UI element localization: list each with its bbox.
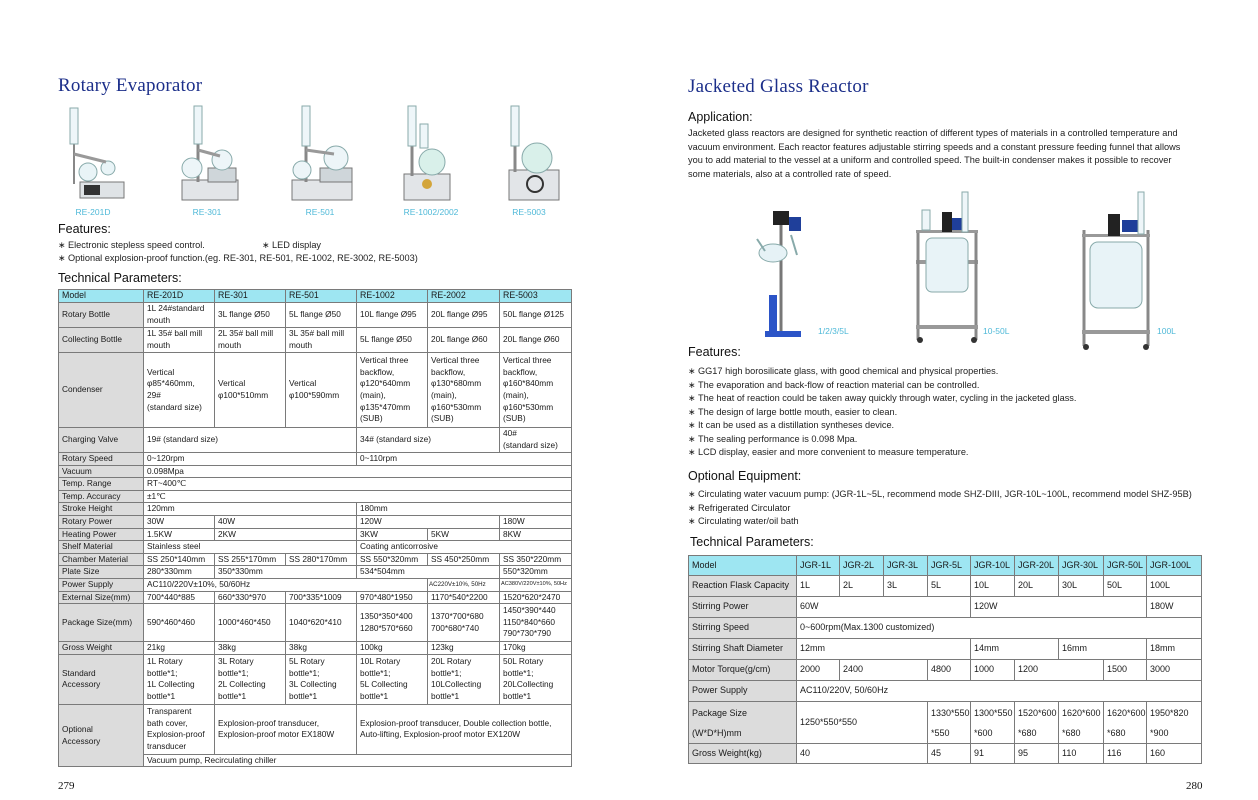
technical-parameters-heading: Technical Parameters: bbox=[58, 271, 182, 285]
table-header-cell: JGR-100L bbox=[1147, 556, 1202, 576]
table-cell: 100L bbox=[1147, 576, 1202, 597]
table-cell: 350*330mm bbox=[215, 566, 357, 579]
table-cell: 40W bbox=[215, 515, 357, 528]
optional-list bbox=[688, 488, 1192, 529]
table-cell: Vertical three backflow, φ120*640mm (main), φ135*470mm (SUB) bbox=[357, 353, 428, 428]
table-cell: 40 bbox=[797, 744, 928, 764]
table-cell: Explosion-proof transducer, Explosion-proof motor EX180W bbox=[215, 704, 357, 754]
table-cell: 1370*700*680 700*680*740 bbox=[428, 604, 500, 642]
table-row bbox=[689, 597, 1202, 618]
table-cell: 50L flange Ø125 bbox=[500, 303, 572, 328]
table-header-cell: JGR-10L bbox=[971, 556, 1015, 576]
row-label: Chamber Material bbox=[59, 553, 144, 566]
table-row bbox=[59, 541, 572, 554]
table-row bbox=[689, 639, 1202, 660]
table-cell: 1350*350*400 1280*570*660 bbox=[357, 604, 428, 642]
table-cell: 534*504mm bbox=[357, 566, 500, 579]
rotary-evaporator-icon bbox=[392, 104, 472, 204]
table-cell: 970*480*1950 bbox=[357, 591, 428, 604]
table-cell: AC220V±10%, 50Hz bbox=[428, 578, 500, 591]
table-cell: 110 bbox=[1059, 744, 1104, 764]
table-row bbox=[59, 490, 572, 503]
row-label: Rotary Bottle bbox=[59, 303, 144, 328]
table-row bbox=[59, 303, 572, 328]
table-header-cell: RE-501 bbox=[286, 290, 357, 303]
table-header-cell: JGR-3L bbox=[884, 556, 928, 576]
table-cell: Vertical φ100*590mm bbox=[286, 353, 357, 428]
optional-equipment-heading: Optional Equipment: bbox=[688, 469, 802, 483]
table-cell: Vertical three backflow, φ130*680mm (main), φ160*530mm (SUB) bbox=[428, 353, 500, 428]
table-cell: 1000*460*450 bbox=[215, 604, 286, 642]
table-cell: SS 550*320mm bbox=[357, 553, 428, 566]
row-label: Package Size(mm) bbox=[59, 604, 144, 642]
table-cell: 660*330*970 bbox=[215, 591, 286, 604]
feature-item: ∗ It can be used as a distillation syntheses device. bbox=[688, 420, 895, 430]
table-cell: 3L Rotary bottle*1; 2L Collecting bottle*1 bbox=[215, 654, 286, 704]
table-row bbox=[59, 654, 572, 704]
table-cell: 180W bbox=[500, 515, 572, 528]
table-row bbox=[59, 528, 572, 541]
row-label: Heating Power bbox=[59, 528, 144, 541]
table-cell: 1520*600 *680 bbox=[1015, 702, 1059, 744]
table-row bbox=[59, 604, 572, 642]
table-header-row bbox=[689, 556, 1202, 576]
table-cell: 120mm bbox=[144, 503, 357, 516]
table-cell: RT~400℃ bbox=[144, 478, 572, 491]
table-cell: 20L Rotary bottle*1; 10LCollecting bottle*1 bbox=[428, 654, 500, 704]
table-cell: 5L flange Ø50 bbox=[286, 303, 357, 328]
optional-item: ∗ Refrigerated Circulator bbox=[688, 502, 791, 513]
table-cell: 123kg bbox=[428, 642, 500, 655]
table-row bbox=[59, 591, 572, 604]
table-cell: 0~120rpm bbox=[144, 453, 357, 466]
table-cell: Coating anticorrosive bbox=[357, 541, 572, 554]
table-cell: 160 bbox=[1147, 744, 1202, 764]
table-cell: ±1℃ bbox=[144, 490, 572, 503]
table-cell: 1450*390*440 1150*840*660 790*730*790 bbox=[500, 604, 572, 642]
table-cell: AC110/220V±10%, 50/60Hz bbox=[144, 578, 428, 591]
large-jacketed-glass-reactor-icon bbox=[1078, 190, 1158, 352]
table-cell: 1300*550 *600 bbox=[971, 702, 1015, 744]
table-cell: 700*335*1009 bbox=[286, 591, 357, 604]
table-cell: 5L flange Ø50 bbox=[357, 328, 428, 353]
feature-item: ∗ Electronic stepless speed control. bbox=[58, 240, 205, 250]
table-row bbox=[689, 744, 1202, 764]
table-cell: Vertical φ85*460mm, 29# (standard size) bbox=[144, 353, 215, 428]
rotary-evaporator-icon bbox=[282, 104, 362, 204]
table-cell: 30L bbox=[1059, 576, 1104, 597]
table-cell: 120W bbox=[357, 515, 500, 528]
table-row bbox=[59, 553, 572, 566]
rotary-evaporator-icon bbox=[58, 104, 138, 204]
table-cell: 60W bbox=[797, 597, 971, 618]
page-number: 279 bbox=[58, 780, 75, 792]
table-cell: 120W bbox=[971, 597, 1147, 618]
row-label: Stroke Height bbox=[59, 503, 144, 516]
table-row bbox=[59, 578, 572, 591]
page-title: Rotary Evaporator bbox=[58, 75, 203, 96]
table-cell: SS 350*220mm bbox=[500, 553, 572, 566]
table-row bbox=[59, 704, 572, 754]
row-label: Charging Valve bbox=[59, 428, 144, 453]
row-label: External Size(mm) bbox=[59, 591, 144, 604]
table-cell: 30W bbox=[144, 515, 215, 528]
product-label: 10-50L bbox=[983, 326, 1010, 336]
row-label: Shelf Material bbox=[59, 541, 144, 554]
product-label: RE-301 bbox=[192, 207, 222, 217]
table-cell: 3000 bbox=[1147, 660, 1202, 681]
table-cell: 5L bbox=[928, 576, 971, 597]
row-label: Condenser bbox=[59, 353, 144, 428]
table-cell: Transparent bath cover, Explosion-proof transducer bbox=[144, 704, 215, 754]
table-cell: 3L bbox=[884, 576, 928, 597]
optional-item: ∗ Circulating water vacuum pump: (JGR-1L~5L, recommend mode SHZ-DIII, JGR-10L~100L, recommend model SHZ-95B) bbox=[688, 489, 1192, 499]
row-label: Standard Accessory bbox=[59, 654, 144, 704]
table-cell: 2KW bbox=[215, 528, 357, 541]
table-header-cell: JGR-20L bbox=[1015, 556, 1059, 576]
table-row bbox=[689, 618, 1202, 639]
rotary-evaporator-icon bbox=[168, 104, 248, 204]
table-cell: 40# (standard size) bbox=[500, 428, 572, 453]
feature-item: ∗ The heat of reaction could be taken away quickly through water, cycling in the jacketed glass. bbox=[688, 393, 1077, 403]
row-label: Collecting Bottle bbox=[59, 328, 144, 353]
table-cell: 34# (standard size) bbox=[357, 428, 500, 453]
table-cell: 91 bbox=[971, 744, 1015, 764]
product-label: RE-201D bbox=[75, 207, 111, 217]
jacketed-glass-reactor-icon bbox=[912, 190, 982, 345]
table-row bbox=[59, 478, 572, 491]
table-cell: 1250*550*550 bbox=[797, 702, 928, 744]
table-cell: Stainless steel bbox=[144, 541, 357, 554]
table-cell: 1520*620*2470 bbox=[500, 591, 572, 604]
table-header-cell: RE-301 bbox=[215, 290, 286, 303]
table-cell: 14mm bbox=[971, 639, 1059, 660]
feature-item: ∗ Optional explosion-proof function.(eg. RE-301, RE-501, RE-1002, RE-3002, RE-5003) bbox=[58, 253, 418, 263]
row-label: Reaction Flask Capacity bbox=[689, 576, 797, 597]
table-header-cell: JGR-2L bbox=[840, 556, 884, 576]
table-cell: 19# (standard size) bbox=[144, 428, 357, 453]
row-label: Stirring Power bbox=[689, 597, 797, 618]
table-cell: 1L 35# ball mill mouth bbox=[144, 328, 215, 353]
features-heading: Features: bbox=[688, 345, 741, 359]
table-header-cell: JGR-5L bbox=[928, 556, 971, 576]
table-cell: Vertical φ100*510mm bbox=[215, 353, 286, 428]
application-heading: Application: bbox=[688, 110, 753, 124]
technical-parameters-heading: Technical Parameters: bbox=[690, 535, 814, 549]
table-cell: 1620*600 *680 bbox=[1059, 702, 1104, 744]
row-label: Stirring Shaft Diameter bbox=[689, 639, 797, 660]
table-cell: 21kg bbox=[144, 642, 215, 655]
small-glass-reactor-icon bbox=[751, 205, 821, 345]
row-label: Power Supply bbox=[689, 681, 797, 702]
table-cell: 2400 bbox=[840, 660, 928, 681]
table-cell: 1040*620*410 bbox=[286, 604, 357, 642]
row-label: Motor Torque(g/cm) bbox=[689, 660, 797, 681]
page-number: 280 bbox=[1186, 780, 1203, 792]
table-row bbox=[59, 503, 572, 516]
feature-item: ∗ The evaporation and back-flow of reaction material can be controlled. bbox=[688, 379, 980, 390]
table-cell: 38kg bbox=[215, 642, 286, 655]
table-cell: 3KW bbox=[357, 528, 428, 541]
table-cell: 4800 bbox=[928, 660, 971, 681]
table-cell: 3L flange Ø50 bbox=[215, 303, 286, 328]
product-label: RE-1002/2002 bbox=[403, 207, 459, 217]
table-cell: 95 bbox=[1015, 744, 1059, 764]
table-cell: 10L flange Ø95 bbox=[357, 303, 428, 328]
table-cell: 1950*820 *900 bbox=[1147, 702, 1202, 744]
table-cell: 1620*600 *680 bbox=[1104, 702, 1147, 744]
feature-item: ∗ The design of large bottle mouth, easier to clean. bbox=[688, 406, 898, 417]
table-cell: SS 280*170mm bbox=[286, 553, 357, 566]
table-cell: 5L Rotary bottle*1; 3L Collecting bottle*1 bbox=[286, 654, 357, 704]
table-cell: 12mm bbox=[797, 639, 971, 660]
feature-item: ∗ LCD display, easier and more convenient to measure temperature. bbox=[688, 447, 969, 457]
row-label: Stirring Speed bbox=[689, 618, 797, 639]
table-cell: 1L 24#standard mouth bbox=[144, 303, 215, 328]
table-cell: 590*460*460 bbox=[144, 604, 215, 642]
feature-item: ∗ LED display bbox=[262, 240, 322, 250]
feature-item: ∗ GG17 high borosilicate glass, with good chemical and physical properties. bbox=[688, 366, 999, 376]
table-cell: 100kg bbox=[357, 642, 428, 655]
table-header-cell: RE-2002 bbox=[428, 290, 500, 303]
row-label: Vacuum bbox=[59, 465, 144, 478]
table-row bbox=[59, 566, 572, 579]
table-cell: SS 250*140mm bbox=[144, 553, 215, 566]
table-cell: 1330*550 *550 bbox=[928, 702, 971, 744]
table-header-cell: Model bbox=[689, 556, 797, 576]
table-cell: 50L bbox=[1104, 576, 1147, 597]
table-cell: SS 255*170mm bbox=[215, 553, 286, 566]
table-header-cell: JGR-30L bbox=[1059, 556, 1104, 576]
table-header-cell: Model bbox=[59, 290, 144, 303]
row-label: Gross Weight bbox=[59, 642, 144, 655]
table-cell: 20L flange Ø60 bbox=[428, 328, 500, 353]
application-paragraph: Jacketed glass reactors are designed for synthetic reaction of different types of materials in a controlled temperature and vacuum environment. Each reactor features adjustable stirring speeds and a constant pressure feeding funnel that allows you to add material to the vessel at a uniform and controlled speed. The built-in condenser makes it possible to recover some materials, also at a controlled rate of speed. bbox=[688, 128, 1181, 179]
table-cell: SS 450*250mm bbox=[428, 553, 500, 566]
row-label: Package Size (W*D*H)mm bbox=[689, 702, 797, 744]
table-cell: 0~110rpm bbox=[357, 453, 572, 466]
table-cell: 18mm bbox=[1147, 639, 1202, 660]
table-cell: 1.5KW bbox=[144, 528, 215, 541]
table-row bbox=[59, 428, 572, 453]
table-cell: 45 bbox=[928, 744, 971, 764]
table-row bbox=[59, 328, 572, 353]
table-cell: Explosion-proof transducer, Double collection bottle, Auto-lifting, Explosion-proof motor EX120W bbox=[357, 704, 572, 754]
rotary-evaporator-spec-table bbox=[58, 289, 572, 767]
table-cell: 1000 bbox=[971, 660, 1015, 681]
page-title: Jacketed Glass Reactor bbox=[688, 76, 869, 97]
table-cell: Vertical three backflow, φ160*840mm (main), φ160*530mm (SUB) bbox=[500, 353, 572, 428]
feature-item: ∗ The sealing performance is 0.098 Mpa. bbox=[688, 433, 858, 444]
table-cell: 180mm bbox=[357, 503, 572, 516]
table-cell: 5KW bbox=[428, 528, 500, 541]
table-row bbox=[59, 515, 572, 528]
features-list bbox=[688, 365, 1076, 460]
table-cell: 550*320mm bbox=[500, 566, 572, 579]
table-cell: 20L bbox=[1015, 576, 1059, 597]
table-cell: 1200 bbox=[1015, 660, 1104, 681]
table-cell: 16mm bbox=[1059, 639, 1147, 660]
table-cell: 3L 35# ball mill mouth bbox=[286, 328, 357, 353]
table-cell: 0~600rpm(Max.1300 customized) bbox=[797, 618, 1202, 639]
table-row bbox=[59, 353, 572, 428]
row-label: Optional Accessory bbox=[59, 704, 144, 767]
table-cell: 1500 bbox=[1104, 660, 1147, 681]
table-cell: 180W bbox=[1147, 597, 1202, 618]
optional-item: ∗ Circulating water/oil bath bbox=[688, 516, 799, 526]
table-cell: 700*440*885 bbox=[144, 591, 215, 604]
table-row bbox=[59, 642, 572, 655]
product-label: 1/2/3/5L bbox=[818, 326, 849, 336]
table-cell: 2000 bbox=[797, 660, 840, 681]
row-label: Temp. Accuracy bbox=[59, 490, 144, 503]
table-cell: 20L flange Ø60 bbox=[500, 328, 572, 353]
table-cell: 1L Rotary bottle*1; 1L Collecting bottle*1 bbox=[144, 654, 215, 704]
table-cell: AC380V/220V±10%, 50Hz bbox=[500, 578, 572, 591]
table-cell: 38kg bbox=[286, 642, 357, 655]
table-header-cell: RE-1002 bbox=[357, 290, 428, 303]
table-cell: 280*330mm bbox=[144, 566, 215, 579]
table-cell: 170kg bbox=[500, 642, 572, 655]
table-cell: 116 bbox=[1104, 744, 1147, 764]
row-label: Temp. Range bbox=[59, 478, 144, 491]
table-cell: Vacuum pump, Recirculating chiller bbox=[144, 754, 572, 767]
table-cell: 0.098Mpa bbox=[144, 465, 572, 478]
table-cell: 8KW bbox=[500, 528, 572, 541]
product-label: 100L bbox=[1157, 326, 1176, 336]
table-cell: 50L Rotary bottle*1; 20LCollecting bottle*1 bbox=[500, 654, 572, 704]
table-header-cell: RE-201D bbox=[144, 290, 215, 303]
table-cell: 10L Rotary bottle*1; 5L Collecting bottle*1 bbox=[357, 654, 428, 704]
table-cell: 1170*540*2200 bbox=[428, 591, 500, 604]
table-cell: 10L bbox=[971, 576, 1015, 597]
table-header-cell: RE-5003 bbox=[500, 290, 572, 303]
table-header-cell: JGR-1L bbox=[797, 556, 840, 576]
row-label: Gross Weight(kg) bbox=[689, 744, 797, 764]
row-label: Plate Size bbox=[59, 566, 144, 579]
right-page bbox=[629, 0, 1258, 800]
table-row bbox=[59, 465, 572, 478]
table-row bbox=[689, 660, 1202, 681]
table-row bbox=[689, 576, 1202, 597]
rotary-evaporator-icon bbox=[497, 104, 577, 204]
row-label: Rotary Power bbox=[59, 515, 144, 528]
table-cell: 2L bbox=[840, 576, 884, 597]
table-cell: 20L flange Ø95 bbox=[428, 303, 500, 328]
product-label: RE-5003 bbox=[512, 207, 546, 217]
table-header-cell: JGR-50L bbox=[1104, 556, 1147, 576]
table-cell: 1L bbox=[797, 576, 840, 597]
table-header-row bbox=[59, 290, 572, 303]
features-heading: Features: bbox=[58, 222, 111, 236]
row-label: Rotary Speed bbox=[59, 453, 144, 466]
jacketed-reactor-spec-table bbox=[688, 555, 1202, 764]
row-label: Power Supply bbox=[59, 578, 144, 591]
table-row bbox=[689, 702, 1202, 744]
table-row bbox=[59, 453, 572, 466]
product-label: RE-501 bbox=[305, 207, 335, 217]
table-row bbox=[689, 681, 1202, 702]
table-cell: 2L 35# ball mill mouth bbox=[215, 328, 286, 353]
table-cell: AC110/220V, 50/60Hz bbox=[797, 681, 1202, 702]
